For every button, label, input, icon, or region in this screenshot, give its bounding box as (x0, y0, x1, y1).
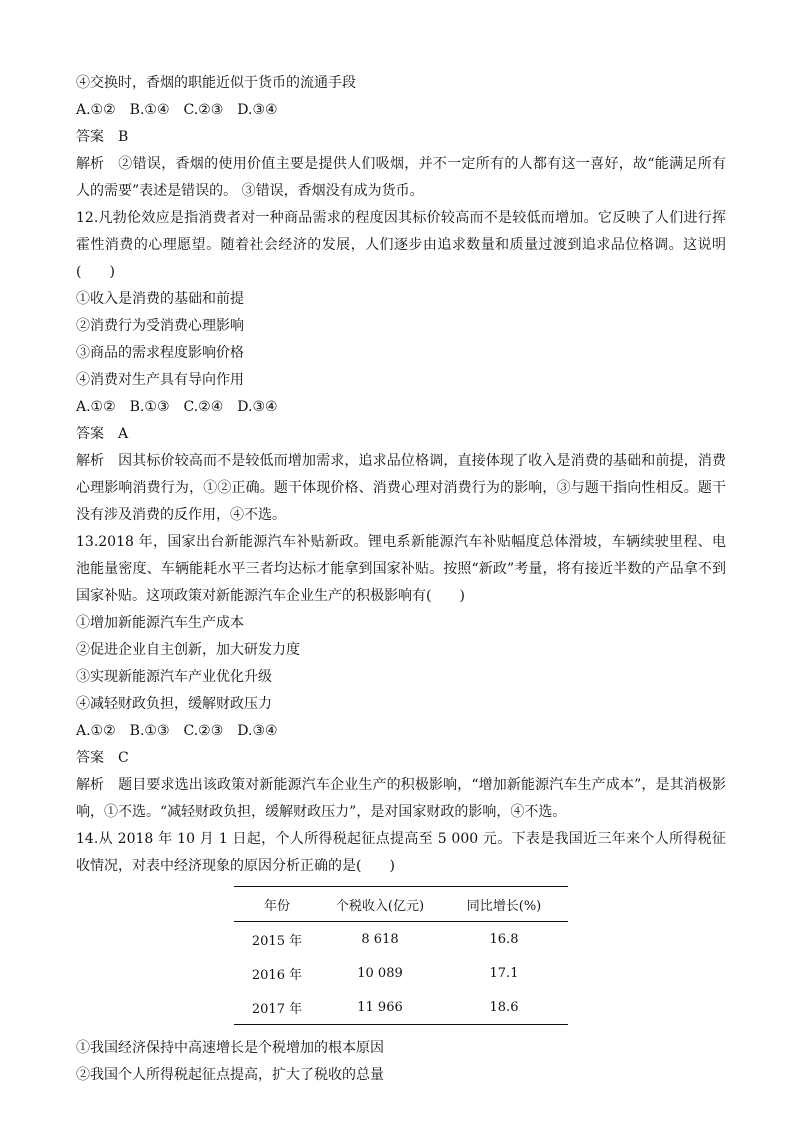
q14-stem: 14.从 2018 年 10 月 1 日起，个人所得税起征点提高至 5 000 元。下表是我国近三年来个人所得税征收情况，对表中经济现象的原因分析正确的是( ) (76, 831, 726, 874)
table-cell-growth: 17.1 (489, 965, 519, 981)
q13-option-2: ②促进企业自主创新，加大研发力度 (76, 642, 300, 658)
q11-analysis (76, 151, 726, 205)
q13-answer (76, 745, 726, 772)
table-cell-growth: 18.6 (440, 990, 568, 1025)
document-page (76, 70, 726, 1089)
q13-stem: 13.2018 年，国家出台新能源汽车补贴新政。锂电系新能源汽车补贴幅度总体滑坡，车辆续驶里程、电池能量密度、车辆能耗水平三者均达标才能拿到国家补贴。按照“新政”考量，将有接近半数的产品拿不到国家补贴。这项政策对新能源汽车企业生产的积极影响有( ) (76, 534, 726, 604)
table-cell-revenue: 10 089 (357, 965, 403, 981)
answer-label: 答案 (76, 426, 104, 442)
table-cell-year: 2016 年 (251, 967, 303, 983)
q11-option-4: ④交换时，香烟的职能近似于货币的流通手段 (76, 75, 356, 91)
table-header-row (234, 887, 568, 922)
analysis-text: 因其标价较高而不是较低而增加需求，追求品位格调，直接体现了收入是消费的基础和前提，消费心理影响消费行为，①②正确。题干体现价格、消费心理对消费行为的影响，③与题干指向性相反。题干没有涉及消费的反作用，④不选。 (76, 453, 726, 523)
analysis-label: 解析 (76, 453, 104, 469)
q13-option-3: ③实现新能源汽车产业优化升级 (76, 669, 272, 685)
table-row (234, 990, 568, 1025)
q12-choices: A.①② B.①③ C.②④ D.③④ (76, 399, 278, 415)
table-header-growth: 同比增长(%) (440, 887, 568, 922)
analysis-label: 解析 (76, 777, 104, 793)
table-header-year: 年份 (234, 887, 320, 922)
q12-option-3: ③商品的需求程度影响价格 (76, 345, 244, 361)
answer-value: A (118, 426, 129, 442)
q11-answer (76, 124, 726, 151)
table-cell-revenue: 8 618 (361, 931, 399, 947)
q12-answer (76, 421, 726, 448)
table-row (234, 956, 568, 990)
table-cell-growth: 16.8 (489, 931, 519, 947)
answer-value: B (118, 129, 129, 145)
q13-option-4: ④减轻财政负担，缓解财政压力 (76, 696, 272, 712)
tax-table (234, 886, 568, 1025)
q12-stem: 12.凡勃伦效应是指消费者对一种商品需求的程度因其标价较高而不是较低而增加。它反映了人们进行挥霍性消费的心理愿望。随着社会经济的发展，人们逐步由追求数量和质量过渡到追求品位格调。这说明( ) (76, 210, 726, 280)
answer-label: 答案 (76, 750, 104, 766)
table-cell-revenue: 11 966 (320, 990, 440, 1025)
q13-option-1: ①增加新能源汽车生产成本 (76, 615, 244, 631)
analysis-text: 题目要求选出该政策对新能源汽车企业生产的积极影响，“增加新能源汽车生产成本”，是其消极影响，①不选。“减轻财政负担，缓解财政压力”，是对国家财政的影响，④不选。 (76, 777, 726, 820)
q13-choices: A.①② B.①③ C.②③ D.③④ (76, 723, 278, 739)
q11-choices: A.①② B.①④ C.②③ D.③④ (76, 102, 278, 118)
q14-option-2: ②我国个人所得税起征点提高，扩大了税收的总量 (76, 1067, 384, 1083)
q13-analysis (76, 772, 726, 826)
q12-option-2: ②消费行为受消费心理影响 (76, 318, 244, 334)
q12-analysis (76, 448, 726, 529)
q14-option-1: ①我国经济保持中高速增长是个税增加的根本原因 (76, 1040, 384, 1056)
analysis-label: 解析 (76, 156, 104, 172)
answer-value: C (118, 750, 129, 766)
table-cell-year: 2015 年 (251, 933, 303, 949)
table-cell-year: 2017 年 (234, 990, 320, 1025)
table-row (234, 922, 568, 957)
q12-option-1: ①收入是消费的基础和前提 (76, 291, 244, 307)
answer-label: 答案 (76, 129, 104, 145)
q12-option-4: ④消费对生产具有导向作用 (76, 372, 244, 388)
analysis-text: ②错误，香烟的使用价值主要是提供人们吸烟，并不一定所有的人都有这一喜好，故“能满足所有人的需要”表述是错误的。 ③错误，香烟没有成为货币。 (76, 156, 726, 199)
table-header-revenue: 个税收入(亿元) (320, 887, 440, 922)
